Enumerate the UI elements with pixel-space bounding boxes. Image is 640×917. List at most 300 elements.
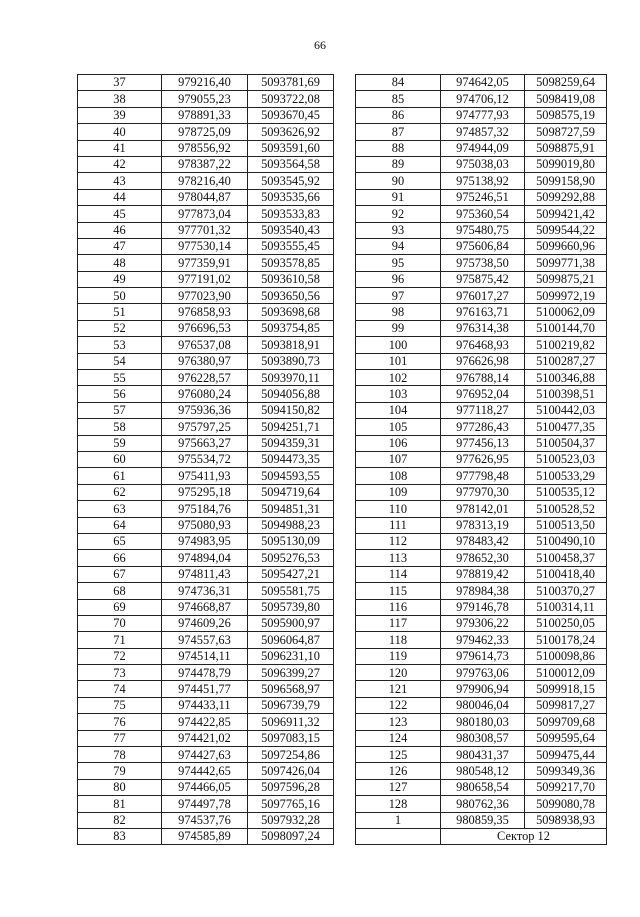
y-coordinate-cell: 5099817,27 xyxy=(525,697,607,713)
x-coordinate-cell: 976952,04 xyxy=(441,386,525,402)
point-number-cell: 88 xyxy=(356,140,441,156)
x-coordinate-cell: 980180,03 xyxy=(441,714,525,730)
point-number-cell: 51 xyxy=(78,304,162,320)
x-coordinate-cell: 979055,23 xyxy=(162,91,248,107)
x-coordinate-cell: 974585,89 xyxy=(162,828,248,844)
table-row xyxy=(78,517,334,533)
coordinates-table-left xyxy=(77,74,334,845)
point-number-cell: 39 xyxy=(78,107,162,123)
table-row xyxy=(78,124,334,140)
y-coordinate-cell: 5098575,19 xyxy=(525,107,607,123)
table-row xyxy=(356,107,607,123)
x-coordinate-cell: 974557,63 xyxy=(162,632,248,648)
point-number-cell: 127 xyxy=(356,779,441,795)
point-number-cell: 54 xyxy=(78,353,162,369)
y-coordinate-cell: 5100533,29 xyxy=(525,468,607,484)
table-row xyxy=(78,747,334,763)
point-number-cell: 74 xyxy=(78,681,162,697)
y-coordinate-cell: 5099918,15 xyxy=(525,681,607,697)
table-row xyxy=(78,140,334,156)
point-number-cell: 1 xyxy=(356,812,441,828)
x-coordinate-cell: 974514,11 xyxy=(162,648,248,664)
point-number-cell: 117 xyxy=(356,615,441,631)
table-row xyxy=(78,648,334,664)
x-coordinate-cell: 979216,40 xyxy=(162,75,248,91)
y-coordinate-cell: 5100442,03 xyxy=(525,402,607,418)
x-coordinate-cell: 979763,06 xyxy=(441,665,525,681)
x-coordinate-cell: 976163,71 xyxy=(441,304,525,320)
x-coordinate-cell: 974422,85 xyxy=(162,714,248,730)
x-coordinate-cell: 980046,04 xyxy=(441,697,525,713)
x-coordinate-cell: 979306,22 xyxy=(441,615,525,631)
point-number-cell: 101 xyxy=(356,353,441,369)
y-coordinate-cell: 5098259,64 xyxy=(525,75,607,91)
point-number-cell: 111 xyxy=(356,517,441,533)
y-coordinate-cell: 5100250,05 xyxy=(525,615,607,631)
x-coordinate-cell: 974478,79 xyxy=(162,665,248,681)
table-row xyxy=(78,501,334,517)
x-coordinate-cell: 976228,57 xyxy=(162,370,248,386)
x-coordinate-cell: 980859,35 xyxy=(441,812,525,828)
table-row xyxy=(78,320,334,336)
point-number-cell: 70 xyxy=(78,615,162,631)
table-row xyxy=(356,796,607,812)
point-number-cell: 90 xyxy=(356,173,441,189)
y-coordinate-cell: 5098938,93 xyxy=(525,812,607,828)
x-coordinate-cell: 974777,93 xyxy=(441,107,525,123)
point-number-cell: 112 xyxy=(356,533,441,549)
y-coordinate-cell: 5093818,91 xyxy=(248,337,334,353)
y-coordinate-cell: 5094251,71 xyxy=(248,419,334,435)
table-row xyxy=(356,189,607,205)
table-row xyxy=(356,697,607,713)
y-coordinate-cell: 5100535,12 xyxy=(525,484,607,500)
point-number-cell: 55 xyxy=(78,370,162,386)
y-coordinate-cell: 5093650,56 xyxy=(248,288,334,304)
table-row xyxy=(78,796,334,812)
table-row xyxy=(356,763,607,779)
point-number-cell: 103 xyxy=(356,386,441,402)
table-row xyxy=(78,288,334,304)
x-coordinate-cell: 978387,22 xyxy=(162,156,248,172)
table-row xyxy=(356,517,607,533)
y-coordinate-cell: 5100523,03 xyxy=(525,451,607,467)
x-coordinate-cell: 975295,18 xyxy=(162,484,248,500)
point-number-cell: 83 xyxy=(78,828,162,844)
table-row xyxy=(356,140,607,156)
table-row xyxy=(356,222,607,238)
y-coordinate-cell: 5099972,19 xyxy=(525,288,607,304)
point-number-cell: 44 xyxy=(78,189,162,205)
y-coordinate-cell: 5097426,04 xyxy=(248,763,334,779)
point-number-cell: 68 xyxy=(78,583,162,599)
point-number-cell: 61 xyxy=(78,468,162,484)
point-number-cell: 84 xyxy=(356,75,441,91)
point-number-cell: 76 xyxy=(78,714,162,730)
y-coordinate-cell: 5093533,83 xyxy=(248,206,334,222)
y-coordinate-cell: 5093540,43 xyxy=(248,222,334,238)
point-number-cell: 92 xyxy=(356,206,441,222)
point-number-cell: 40 xyxy=(78,124,162,140)
y-coordinate-cell: 5099771,38 xyxy=(525,255,607,271)
table-row xyxy=(78,812,334,828)
y-coordinate-cell: 5096568,97 xyxy=(248,681,334,697)
y-coordinate-cell: 5093781,69 xyxy=(248,75,334,91)
x-coordinate-cell: 978652,30 xyxy=(441,550,525,566)
y-coordinate-cell: 5098419,08 xyxy=(525,91,607,107)
y-coordinate-cell: 5100219,82 xyxy=(525,337,607,353)
table-row xyxy=(78,107,334,123)
table-row xyxy=(356,402,607,418)
x-coordinate-cell: 977286,43 xyxy=(441,419,525,435)
y-coordinate-cell: 5095900,97 xyxy=(248,615,334,631)
y-coordinate-cell: 5094988,23 xyxy=(248,517,334,533)
point-number-cell: 77 xyxy=(78,730,162,746)
table-row xyxy=(356,255,607,271)
point-number-cell: 104 xyxy=(356,402,441,418)
x-coordinate-cell: 975534,72 xyxy=(162,451,248,467)
point-number-cell: 79 xyxy=(78,763,162,779)
table-row xyxy=(78,91,334,107)
x-coordinate-cell: 976626,98 xyxy=(441,353,525,369)
table-row xyxy=(78,533,334,549)
point-number-cell: 100 xyxy=(356,337,441,353)
y-coordinate-cell: 5098727,59 xyxy=(525,124,607,140)
point-number-cell: 69 xyxy=(78,599,162,615)
x-coordinate-cell: 974609,26 xyxy=(162,615,248,631)
point-number-cell: 38 xyxy=(78,91,162,107)
point-number-cell: 122 xyxy=(356,697,441,713)
table-row xyxy=(356,812,607,828)
y-coordinate-cell: 5099475,44 xyxy=(525,747,607,763)
y-coordinate-cell: 5098097,24 xyxy=(248,828,334,844)
point-number-cell: 66 xyxy=(78,550,162,566)
x-coordinate-cell: 980762,36 xyxy=(441,796,525,812)
point-number-cell: 60 xyxy=(78,451,162,467)
point-number-cell: 113 xyxy=(356,550,441,566)
y-coordinate-cell: 5095739,80 xyxy=(248,599,334,615)
x-coordinate-cell: 976017,27 xyxy=(441,288,525,304)
point-number-cell: 106 xyxy=(356,435,441,451)
point-number-cell: 97 xyxy=(356,288,441,304)
x-coordinate-cell: 978556,92 xyxy=(162,140,248,156)
x-coordinate-cell: 978891,33 xyxy=(162,107,248,123)
point-number-cell: 71 xyxy=(78,632,162,648)
table-row xyxy=(356,501,607,517)
x-coordinate-cell: 974811,43 xyxy=(162,566,248,582)
point-number-cell: 80 xyxy=(78,779,162,795)
table-row xyxy=(78,615,334,631)
x-coordinate-cell: 977530,14 xyxy=(162,238,248,254)
table-row xyxy=(78,337,334,353)
point-number-cell: 65 xyxy=(78,533,162,549)
x-coordinate-cell: 976696,53 xyxy=(162,320,248,336)
y-coordinate-cell: 5096911,32 xyxy=(248,714,334,730)
point-number-cell: 124 xyxy=(356,730,441,746)
table-row xyxy=(356,238,607,254)
table-row xyxy=(78,763,334,779)
x-coordinate-cell: 974451,77 xyxy=(162,681,248,697)
table-row xyxy=(78,435,334,451)
y-coordinate-cell: 5093670,45 xyxy=(248,107,334,123)
x-coordinate-cell: 975080,93 xyxy=(162,517,248,533)
x-coordinate-cell: 974642,05 xyxy=(441,75,525,91)
point-number-cell: 63 xyxy=(78,501,162,517)
x-coordinate-cell: 975936,36 xyxy=(162,402,248,418)
point-number-cell: 96 xyxy=(356,271,441,287)
point-number-cell: 119 xyxy=(356,648,441,664)
y-coordinate-cell: 5099595,64 xyxy=(525,730,607,746)
y-coordinate-cell: 5099349,36 xyxy=(525,763,607,779)
table-row xyxy=(78,599,334,615)
y-coordinate-cell: 5100513,50 xyxy=(525,517,607,533)
table-row xyxy=(78,451,334,467)
point-number-cell: 116 xyxy=(356,599,441,615)
y-coordinate-cell: 5093578,85 xyxy=(248,255,334,271)
table-row xyxy=(356,615,607,631)
y-coordinate-cell: 5100477,35 xyxy=(525,419,607,435)
point-number-cell: 128 xyxy=(356,796,441,812)
point-number-cell: 50 xyxy=(78,288,162,304)
x-coordinate-cell: 974427,63 xyxy=(162,747,248,763)
page-number: 66 xyxy=(314,38,326,52)
y-coordinate-cell: 5100098,86 xyxy=(525,648,607,664)
x-coordinate-cell: 975480,75 xyxy=(441,222,525,238)
point-number-cell: 72 xyxy=(78,648,162,664)
y-coordinate-cell: 5093591,60 xyxy=(248,140,334,156)
x-coordinate-cell: 977118,27 xyxy=(441,402,525,418)
point-number-cell: 46 xyxy=(78,222,162,238)
table-row xyxy=(356,484,607,500)
y-coordinate-cell: 5100062,09 xyxy=(525,304,607,320)
point-number-cell: 121 xyxy=(356,681,441,697)
table-row xyxy=(78,681,334,697)
point-number-cell: 98 xyxy=(356,304,441,320)
y-coordinate-cell: 5099217,70 xyxy=(525,779,607,795)
y-coordinate-cell: 5096231,10 xyxy=(248,648,334,664)
table-row xyxy=(356,747,607,763)
x-coordinate-cell: 977701,32 xyxy=(162,222,248,238)
y-coordinate-cell: 5095130,09 xyxy=(248,533,334,549)
x-coordinate-cell: 974944,09 xyxy=(441,140,525,156)
x-coordinate-cell: 977023,90 xyxy=(162,288,248,304)
point-number-cell: 107 xyxy=(356,451,441,467)
table-row xyxy=(78,632,334,648)
point-number-cell: 82 xyxy=(78,812,162,828)
table-row xyxy=(356,304,607,320)
y-coordinate-cell: 5097083,15 xyxy=(248,730,334,746)
y-coordinate-cell: 5100398,51 xyxy=(525,386,607,402)
point-number-cell: 115 xyxy=(356,583,441,599)
y-coordinate-cell: 5097254,86 xyxy=(248,747,334,763)
y-coordinate-cell: 5093970,11 xyxy=(248,370,334,386)
table-row xyxy=(78,238,334,254)
x-coordinate-cell: 977970,30 xyxy=(441,484,525,500)
y-coordinate-cell: 5100370,27 xyxy=(525,583,607,599)
point-number-cell: 73 xyxy=(78,665,162,681)
coordinates-table-right xyxy=(355,74,607,845)
table-row xyxy=(356,583,607,599)
table-row xyxy=(78,222,334,238)
y-coordinate-cell: 5094056,88 xyxy=(248,386,334,402)
x-coordinate-cell: 976468,93 xyxy=(441,337,525,353)
x-coordinate-cell: 974857,32 xyxy=(441,124,525,140)
y-coordinate-cell: 5093535,66 xyxy=(248,189,334,205)
table-row xyxy=(356,419,607,435)
sector-row xyxy=(356,828,607,844)
table-row xyxy=(78,484,334,500)
y-coordinate-cell: 5099158,90 xyxy=(525,173,607,189)
y-coordinate-cell: 5095427,21 xyxy=(248,566,334,582)
y-coordinate-cell: 5100528,52 xyxy=(525,501,607,517)
x-coordinate-cell: 976080,24 xyxy=(162,386,248,402)
table-row xyxy=(78,566,334,582)
y-coordinate-cell: 5100314,11 xyxy=(525,599,607,615)
table-row xyxy=(356,648,607,664)
y-coordinate-cell: 5093610,58 xyxy=(248,271,334,287)
x-coordinate-cell: 975738,50 xyxy=(441,255,525,271)
table-row xyxy=(356,320,607,336)
point-number-cell: 49 xyxy=(78,271,162,287)
y-coordinate-cell: 5093890,73 xyxy=(248,353,334,369)
y-coordinate-cell: 5100418,40 xyxy=(525,566,607,582)
y-coordinate-cell: 5097932,28 xyxy=(248,812,334,828)
y-coordinate-cell: 5099080,78 xyxy=(525,796,607,812)
x-coordinate-cell: 975606,84 xyxy=(441,238,525,254)
table-row xyxy=(78,206,334,222)
x-coordinate-cell: 977456,13 xyxy=(441,435,525,451)
y-coordinate-cell: 5093722,08 xyxy=(248,91,334,107)
point-number-cell: 52 xyxy=(78,320,162,336)
table-row xyxy=(78,697,334,713)
x-coordinate-cell: 978819,42 xyxy=(441,566,525,582)
table-row xyxy=(356,337,607,353)
x-coordinate-cell: 976314,38 xyxy=(441,320,525,336)
table-row xyxy=(78,189,334,205)
x-coordinate-cell: 974466,05 xyxy=(162,779,248,795)
y-coordinate-cell: 5100012,09 xyxy=(525,665,607,681)
table-row xyxy=(78,419,334,435)
x-coordinate-cell: 975246,51 xyxy=(441,189,525,205)
point-number-cell: 48 xyxy=(78,255,162,271)
point-number-cell: 81 xyxy=(78,796,162,812)
table-row xyxy=(78,828,334,844)
point-number-cell: 87 xyxy=(356,124,441,140)
table-row xyxy=(356,730,607,746)
x-coordinate-cell: 975038,03 xyxy=(441,156,525,172)
y-coordinate-cell: 5093626,92 xyxy=(248,124,334,140)
table-row xyxy=(78,550,334,566)
sector-label: Сектор 12 xyxy=(441,828,607,844)
x-coordinate-cell: 980308,57 xyxy=(441,730,525,746)
table-row xyxy=(356,156,607,172)
point-number-cell: 45 xyxy=(78,206,162,222)
point-number-cell: 85 xyxy=(356,91,441,107)
point-number-cell: 78 xyxy=(78,747,162,763)
point-number-cell: 120 xyxy=(356,665,441,681)
y-coordinate-cell: 5100458,37 xyxy=(525,550,607,566)
table-row xyxy=(78,255,334,271)
table-row xyxy=(356,124,607,140)
point-number-cell: 75 xyxy=(78,697,162,713)
table-row xyxy=(78,304,334,320)
x-coordinate-cell: 977798,48 xyxy=(441,468,525,484)
table-row xyxy=(78,714,334,730)
y-coordinate-cell: 5099544,22 xyxy=(525,222,607,238)
table-row xyxy=(78,386,334,402)
y-coordinate-cell: 5093555,45 xyxy=(248,238,334,254)
y-coordinate-cell: 5093564,58 xyxy=(248,156,334,172)
table-row xyxy=(78,468,334,484)
x-coordinate-cell: 978044,87 xyxy=(162,189,248,205)
y-coordinate-cell: 5094359,31 xyxy=(248,435,334,451)
table-row xyxy=(78,370,334,386)
point-number-cell: 37 xyxy=(78,75,162,91)
y-coordinate-cell: 5100178,24 xyxy=(525,632,607,648)
x-coordinate-cell: 975360,54 xyxy=(441,206,525,222)
y-coordinate-cell: 5097596,28 xyxy=(248,779,334,795)
table-row xyxy=(356,288,607,304)
x-coordinate-cell: 974706,12 xyxy=(441,91,525,107)
x-coordinate-cell: 978725,09 xyxy=(162,124,248,140)
table-row xyxy=(356,533,607,549)
table-row xyxy=(78,156,334,172)
point-number-cell: 94 xyxy=(356,238,441,254)
point-number-cell: 102 xyxy=(356,370,441,386)
point-number-cell: 123 xyxy=(356,714,441,730)
table-row xyxy=(78,173,334,189)
y-coordinate-cell: 5093754,85 xyxy=(248,320,334,336)
x-coordinate-cell: 977191,02 xyxy=(162,271,248,287)
x-coordinate-cell: 976537,08 xyxy=(162,337,248,353)
x-coordinate-cell: 980431,37 xyxy=(441,747,525,763)
point-number-cell: 41 xyxy=(78,140,162,156)
y-coordinate-cell: 5095581,75 xyxy=(248,583,334,599)
table-row xyxy=(356,370,607,386)
y-coordinate-cell: 5099660,96 xyxy=(525,238,607,254)
table-row xyxy=(356,632,607,648)
point-number-cell: 56 xyxy=(78,386,162,402)
x-coordinate-cell: 975411,93 xyxy=(162,468,248,484)
x-coordinate-cell: 975797,25 xyxy=(162,419,248,435)
point-number-cell: 43 xyxy=(78,173,162,189)
x-coordinate-cell: 977359,91 xyxy=(162,255,248,271)
sector-empty-cell xyxy=(356,828,441,844)
x-coordinate-cell: 979462,33 xyxy=(441,632,525,648)
table-row xyxy=(356,714,607,730)
x-coordinate-cell: 974421,02 xyxy=(162,730,248,746)
table-row xyxy=(78,730,334,746)
y-coordinate-cell: 5094719,64 xyxy=(248,484,334,500)
table-row xyxy=(78,665,334,681)
y-coordinate-cell: 5100504,37 xyxy=(525,435,607,451)
point-number-cell: 109 xyxy=(356,484,441,500)
y-coordinate-cell: 5100490,10 xyxy=(525,533,607,549)
x-coordinate-cell: 977626,95 xyxy=(441,451,525,467)
x-coordinate-cell: 975663,27 xyxy=(162,435,248,451)
point-number-cell: 89 xyxy=(356,156,441,172)
point-number-cell: 105 xyxy=(356,419,441,435)
point-number-cell: 91 xyxy=(356,189,441,205)
y-coordinate-cell: 5100144,70 xyxy=(525,320,607,336)
y-coordinate-cell: 5099709,68 xyxy=(525,714,607,730)
y-coordinate-cell: 5099875,21 xyxy=(525,271,607,287)
x-coordinate-cell: 974894,04 xyxy=(162,550,248,566)
x-coordinate-cell: 974433,11 xyxy=(162,697,248,713)
table-row xyxy=(78,402,334,418)
y-coordinate-cell: 5095276,53 xyxy=(248,550,334,566)
x-coordinate-cell: 977873,04 xyxy=(162,206,248,222)
